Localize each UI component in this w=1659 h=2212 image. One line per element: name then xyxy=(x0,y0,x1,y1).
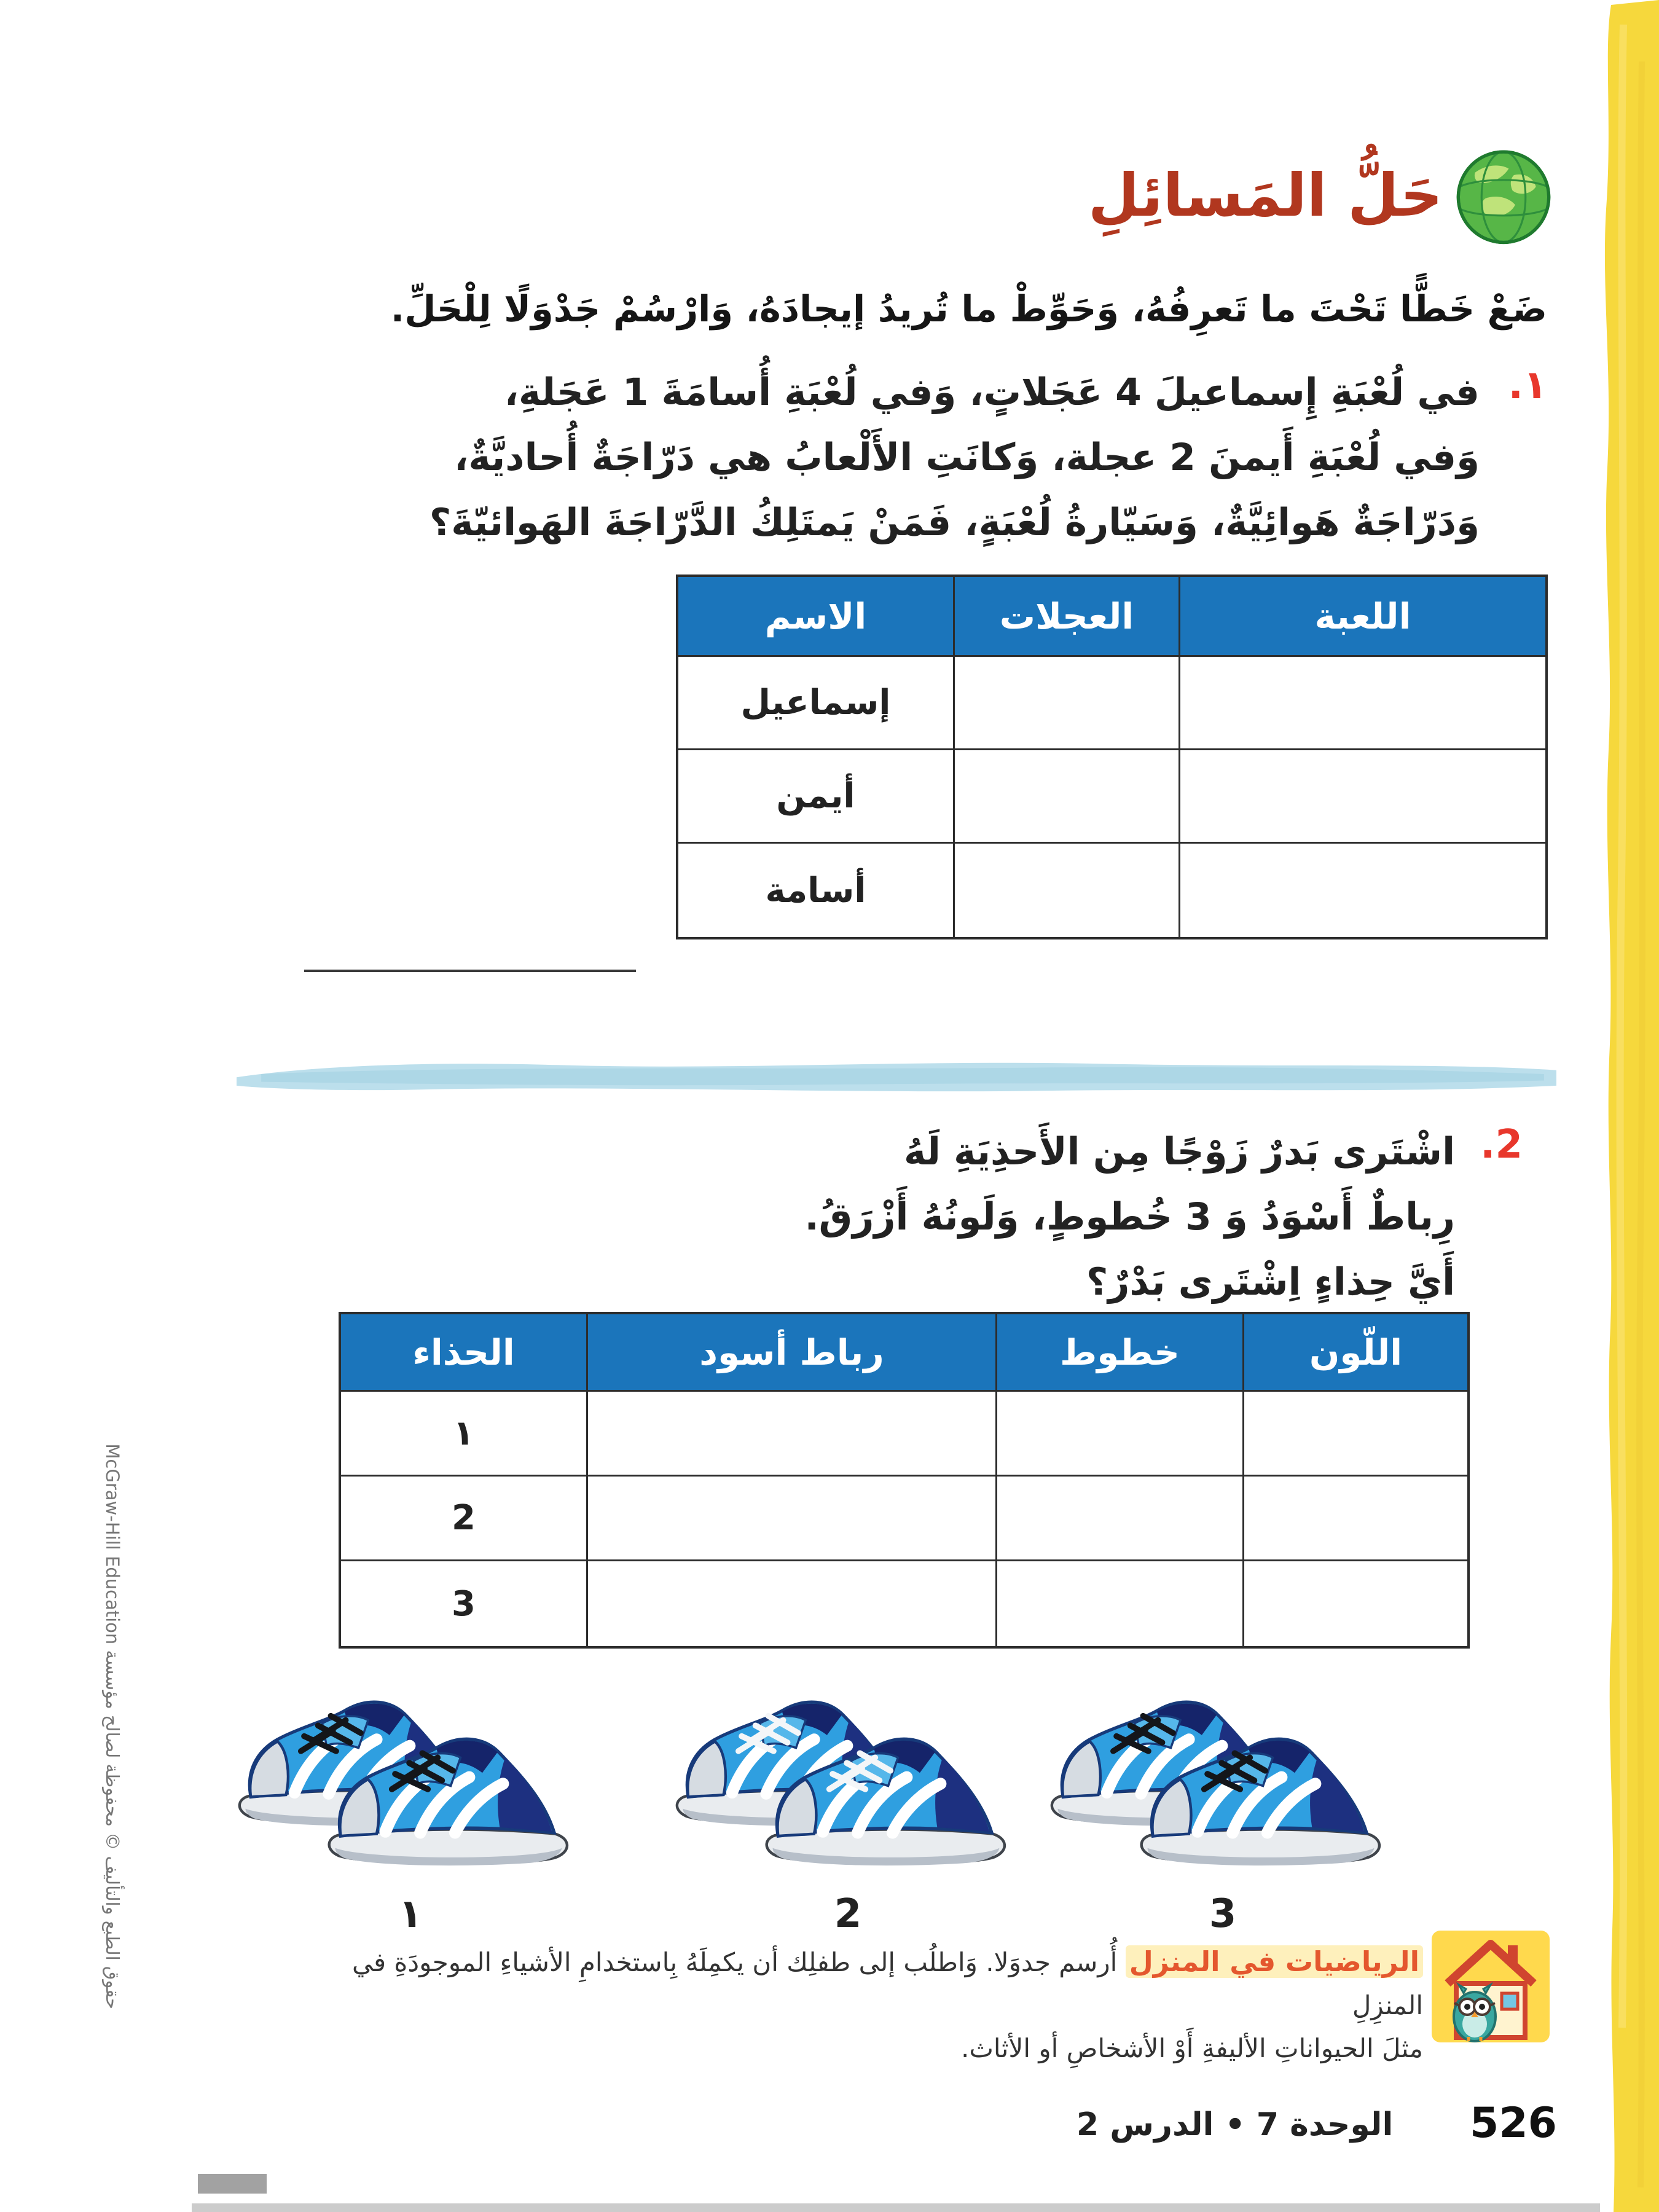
shoe-pair-1 xyxy=(221,1685,600,1937)
table1-row1-toy-blank xyxy=(1180,657,1545,750)
math-at-home-line-1 xyxy=(342,1940,1423,2027)
problem-1-line-2: وَفي لُعْبَةِ أَيمنَ 2 عجلة، وَكانَتِ الأَلْعابُ هي دَرّاجَةٌ أُحاديَّةٌ، xyxy=(454,436,1480,479)
table2-header-black-lace: رباط أسود xyxy=(588,1314,997,1392)
page-number: 526 xyxy=(1470,2099,1557,2147)
problem-2-line-3: أَيَّ حِذاءٍ اِشْتَرى بَدْرٌ؟ xyxy=(1086,1260,1455,1304)
copyright-sidebar-text: حقوق الطبع والتأليف © محفوظة لصالح مؤسسة McGraw-Hill Education xyxy=(102,1443,123,2009)
shoe-pair-1-label: ١ xyxy=(398,1891,423,1937)
table2-row1-label: ١ xyxy=(341,1392,588,1477)
math-at-home-text-2: مثلَ الحيواناتِ الأليفةِ أَوْ الأشخاصِ أو الأثاث. xyxy=(961,2033,1423,2063)
table1-header-name: الاسم xyxy=(678,577,955,657)
table2-row1-color-blank xyxy=(1244,1392,1467,1477)
instruction-text: ضَعْ خَطًّا تَحْتَ ما تَعرِفُهُ، وَحَوِّطْ ما تُريدُ إيجادَهُ، وَارْسُمْ جَدْوَلًا لِلْحَلِّ. xyxy=(390,288,1547,330)
table2-row1-lace-blank xyxy=(588,1392,997,1477)
sneaker-pair-3-image xyxy=(1033,1685,1412,1891)
problem-1-table xyxy=(676,575,1548,939)
problem-2-line-1: اشْتَرى بَدرٌ زَوْجًا مِن الأَحذِيَةِ لَهُ xyxy=(904,1130,1455,1174)
table2-row3-label: 3 xyxy=(341,1561,588,1646)
unit-lesson-label: الوحدة 7 • الدرس 2 xyxy=(1077,2106,1394,2143)
table1-row2-toy-blank xyxy=(1180,750,1545,844)
problem-2-table xyxy=(339,1312,1470,1649)
table2-row3-stripes-blank xyxy=(997,1561,1244,1646)
table2-row1-stripes-blank xyxy=(997,1392,1244,1477)
section-divider-brushstroke xyxy=(237,1048,1556,1100)
table1-row2-wheels-blank xyxy=(955,750,1180,844)
table2-header-color: اللّون xyxy=(1244,1314,1467,1392)
problem-1-text xyxy=(245,360,1480,555)
answer-blank-line xyxy=(304,970,636,972)
math-at-home-note xyxy=(342,1940,1423,2070)
problem-2 xyxy=(699,1120,1523,1315)
page-edge-decoration xyxy=(1586,0,1659,2212)
table1-row1-wheels-blank xyxy=(955,657,1180,750)
math-at-home-label: الرياضيات في المنزل xyxy=(1126,1945,1423,1978)
table2-row2-lace-blank xyxy=(588,1477,997,1561)
table2-header-stripes: خطوط xyxy=(997,1314,1244,1392)
problem-2-line-2: رِباطٌ أَسْوَدُ وَ 3 خُطوطٍ، وَلَونُهُ أَزْرَقُ. xyxy=(804,1195,1455,1239)
bottom-left-gray-mark xyxy=(198,2174,267,2194)
page-title: حَلُّ المَسائِلِ xyxy=(1088,161,1443,230)
real-life-globe-icon xyxy=(1451,126,1556,249)
table1-row3-toy-blank xyxy=(1180,844,1545,937)
math-at-home-text-1: أُرسم جدوَلا. وَاطلُب إلى طفلِك أن يكمِلَهُ بِاستخدامِ الأشياءِ الموجودَةِ في المنزِلِ xyxy=(351,1947,1423,2020)
sneaker-pair-1-image xyxy=(221,1685,600,1891)
problem-1-number: ١. xyxy=(1508,363,1547,408)
shoe-pair-3-label: 3 xyxy=(1209,1891,1237,1937)
table2-row2-color-blank xyxy=(1244,1477,1467,1561)
sneaker-pair-2-image xyxy=(659,1685,1037,1891)
problem-1 xyxy=(245,360,1547,555)
table1-header-wheels: العجلات xyxy=(955,577,1180,657)
table1-row2-name: أيمن xyxy=(678,750,955,844)
table1-row3-wheels-blank xyxy=(955,844,1180,937)
house-owl-icon xyxy=(1428,1924,1553,2047)
problem-1-line-3: وَدَرّاجَةٌ هَوائِيَّةٌ، وَسَيّارةُ لُعْبَةٍ، فَمَنْ يَمتَلِكُ الدَّرّاجَةَ الهَوائيّةَ؟ xyxy=(429,501,1480,544)
problem-1-line-1: في لُعْبَةِ إِسماعيلَ 4 عَجَلاتٍ، وَفي لُعْبَةِ أُسامَةَ 1 عَجَلةِ، xyxy=(504,371,1480,414)
table2-row2-label: 2 xyxy=(341,1477,588,1561)
problem-2-number: 2. xyxy=(1480,1122,1523,1167)
table1-row3-name: أسامة xyxy=(678,844,955,937)
table1-row1-name: إسماعيل xyxy=(678,657,955,750)
shoe-pair-2-label: 2 xyxy=(834,1891,862,1937)
table2-header-shoe: الحذاء xyxy=(341,1314,588,1392)
shoe-pair-3 xyxy=(1033,1685,1412,1937)
table2-row2-stripes-blank xyxy=(997,1477,1244,1561)
bottom-gray-strip xyxy=(192,2203,1600,2212)
table2-row3-lace-blank xyxy=(588,1561,997,1646)
problem-2-text xyxy=(699,1120,1455,1315)
shoe-pair-2 xyxy=(659,1685,1037,1937)
table1-header-toy: اللعبة xyxy=(1180,577,1545,657)
table2-row3-color-blank xyxy=(1244,1561,1467,1646)
